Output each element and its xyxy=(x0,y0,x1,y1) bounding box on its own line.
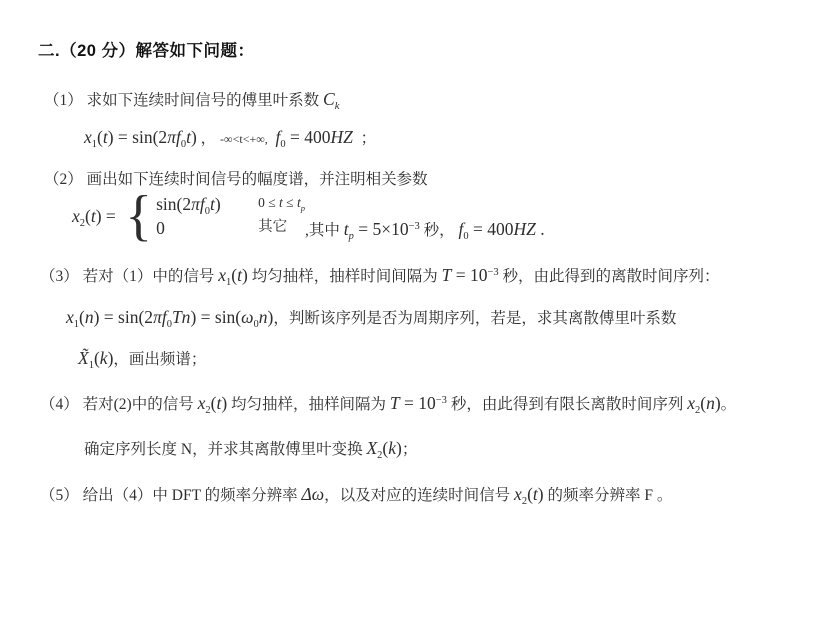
text-run: t xyxy=(296,194,301,210)
text-run: ( xyxy=(93,348,100,368)
case-row xyxy=(156,217,305,241)
text-run: = 400 xyxy=(285,127,331,147)
text-run: ) = sin( xyxy=(190,307,242,327)
text-run: （4） 若对(2)中的信号 xyxy=(40,396,198,413)
text-run: ( xyxy=(700,393,707,413)
text-run: ) = sin(2 xyxy=(93,307,154,327)
text-run: sin(2 xyxy=(156,193,192,214)
text-run: ) xyxy=(221,393,228,413)
text-run: ) xyxy=(107,348,114,368)
piecewise-definition xyxy=(72,185,545,248)
text-run: 秒， xyxy=(419,222,459,239)
cases-parameters xyxy=(305,192,545,242)
text-run: ( xyxy=(231,265,238,285)
cases-lead xyxy=(72,205,120,229)
text-run: ( xyxy=(527,484,533,504)
case-condition xyxy=(258,193,305,217)
text-run: X̃ xyxy=(78,348,89,368)
text-run: ， xyxy=(196,130,221,147)
text-run: p xyxy=(300,202,305,213)
text-run: ≤ xyxy=(282,194,297,210)
text-run: = 10 xyxy=(399,393,436,413)
text-run: t xyxy=(186,127,191,147)
text-run: t xyxy=(102,127,108,147)
text-run: ,其中 xyxy=(304,222,344,239)
text-run: πf xyxy=(153,307,167,327)
text-run: 1 xyxy=(226,277,232,289)
text-run: Tn xyxy=(171,307,191,327)
case-row xyxy=(156,193,305,217)
text-run: Δω xyxy=(301,484,325,504)
text-run: 2 xyxy=(205,405,211,417)
text-run: 2 xyxy=(521,496,528,508)
cases-rows xyxy=(156,193,305,242)
text-run: −3 xyxy=(487,266,499,278)
text-run: 0 xyxy=(463,231,469,243)
text-run: t xyxy=(279,194,283,210)
text-run: 均匀抽样，抽样时间间隔为 xyxy=(247,268,442,285)
text-run: 秒，由此得到的离散时间序列： xyxy=(498,268,720,285)
text-run: 1 xyxy=(88,360,94,372)
text-run: （3） 若对（1）中的信号 xyxy=(40,268,219,285)
text-run: T xyxy=(441,265,452,285)
case-condition xyxy=(258,217,287,241)
text-run: k xyxy=(334,101,340,113)
text-run: 其它 xyxy=(258,219,288,236)
text-run: = 5×10 xyxy=(353,219,409,239)
text-run: C xyxy=(323,89,335,109)
text-run: ( xyxy=(85,206,91,226)
text-run: t xyxy=(532,484,538,504)
text-run: ) = xyxy=(95,206,121,226)
text-run: x xyxy=(197,393,206,413)
text-run: x xyxy=(66,307,74,327)
text-run: 0 xyxy=(156,218,165,239)
question-4-line xyxy=(40,392,736,416)
text-run: n xyxy=(706,393,715,413)
text-run: 2 xyxy=(79,218,86,230)
text-run: ω xyxy=(241,307,254,327)
question-3-line xyxy=(40,264,720,288)
text-run: ) = sin(2 xyxy=(107,127,168,147)
text-run: 1 xyxy=(91,139,98,151)
text-run: f xyxy=(275,127,281,147)
text-run: t xyxy=(90,206,96,226)
case-expression xyxy=(156,217,258,241)
text-run: πf xyxy=(167,127,181,147)
question-5-line xyxy=(40,483,672,507)
text-run: k xyxy=(99,348,108,368)
text-run: f xyxy=(458,219,464,239)
text-run: x xyxy=(514,484,522,504)
text-run: X xyxy=(366,438,378,458)
text-run: −3 xyxy=(435,394,447,406)
section-heading: 二.（20 分）解答如下问题： xyxy=(38,42,255,60)
text-run: 0 ≤ xyxy=(258,194,279,210)
text-run: n xyxy=(84,307,94,327)
text-run: ； xyxy=(352,130,377,147)
text-run: x xyxy=(218,265,227,285)
text-run: HZ xyxy=(513,219,536,239)
text-run: 2 xyxy=(694,405,701,417)
text-run: 0 xyxy=(180,139,187,151)
text-run: T xyxy=(389,393,400,413)
question-2-line xyxy=(44,170,428,191)
text-run: ，以及对应的连续时间信号 xyxy=(324,487,515,504)
text-run: ( xyxy=(79,307,85,327)
text-run: ，判断该序列是否为周期序列，若是，求其离散傅里叶系数 xyxy=(273,310,677,327)
text-run: p xyxy=(348,231,354,243)
text-run xyxy=(268,130,276,147)
text-run: πf xyxy=(191,193,205,214)
text-run: ) xyxy=(714,393,721,413)
text-run: ) xyxy=(190,127,197,147)
case-expression xyxy=(156,193,258,217)
text-run: = 10 xyxy=(451,265,488,285)
text-run: k xyxy=(388,438,397,458)
text-run: n xyxy=(258,307,268,327)
question-1-line xyxy=(44,88,339,112)
text-run: 2 xyxy=(377,450,383,462)
cases-brace-glyph: { xyxy=(125,185,153,248)
text-run: ) xyxy=(267,307,274,327)
text-run: ； xyxy=(401,441,418,458)
text-run: 1 xyxy=(73,319,80,331)
text-run: 0 xyxy=(253,319,259,331)
formula-X1k-line xyxy=(78,347,206,371)
text-run: （1） 求如下连续时间信号的傅里叶系数 xyxy=(44,92,324,109)
text-run: ( xyxy=(210,393,217,413)
text-run: = 400 xyxy=(468,219,514,239)
text-run: 0 xyxy=(280,139,286,151)
text-run: ( xyxy=(382,438,389,458)
text-run: 均匀抽样，抽样间隔为 xyxy=(227,396,390,413)
text-run: ) xyxy=(537,484,544,504)
text-run: t xyxy=(209,193,215,214)
text-run: ) xyxy=(242,265,248,285)
text-run: ) xyxy=(396,438,402,458)
question-4-continued xyxy=(84,437,417,461)
text-run: 0 xyxy=(166,319,172,331)
text-run: x xyxy=(72,206,80,226)
formula-x1n xyxy=(66,306,676,330)
text-run: 0 xyxy=(204,205,210,217)
text-run: x xyxy=(687,393,695,413)
text-run: 的频率分辨率 F 。 xyxy=(543,487,673,504)
text-run: . xyxy=(535,219,545,239)
text-run: t xyxy=(343,219,349,239)
formula-x1t xyxy=(84,126,376,150)
text-run: 。 xyxy=(720,396,737,413)
text-run: −3 xyxy=(408,220,420,232)
text-run: -∞<t<+∞, xyxy=(220,132,268,146)
text-run: 秒，由此得到有限长离散时间序列 xyxy=(446,396,688,413)
text-run: ) xyxy=(214,193,221,214)
text-run: （5） 给出（4）中 DFT 的频率分辨率 xyxy=(40,487,302,504)
text-run: x xyxy=(84,127,92,147)
text-run: （2） 画出如下连续时间信号的幅度谱，并注明相关参数 xyxy=(44,171,428,188)
text-run: t xyxy=(237,265,242,285)
text-run: 确定序列长度 N，并求其离散傅里叶变换 xyxy=(84,441,367,458)
text-run: t xyxy=(216,393,222,413)
text-run: HZ xyxy=(330,127,353,147)
text-run: ( xyxy=(97,127,103,147)
text-run: ，画出频谱； xyxy=(113,351,207,368)
